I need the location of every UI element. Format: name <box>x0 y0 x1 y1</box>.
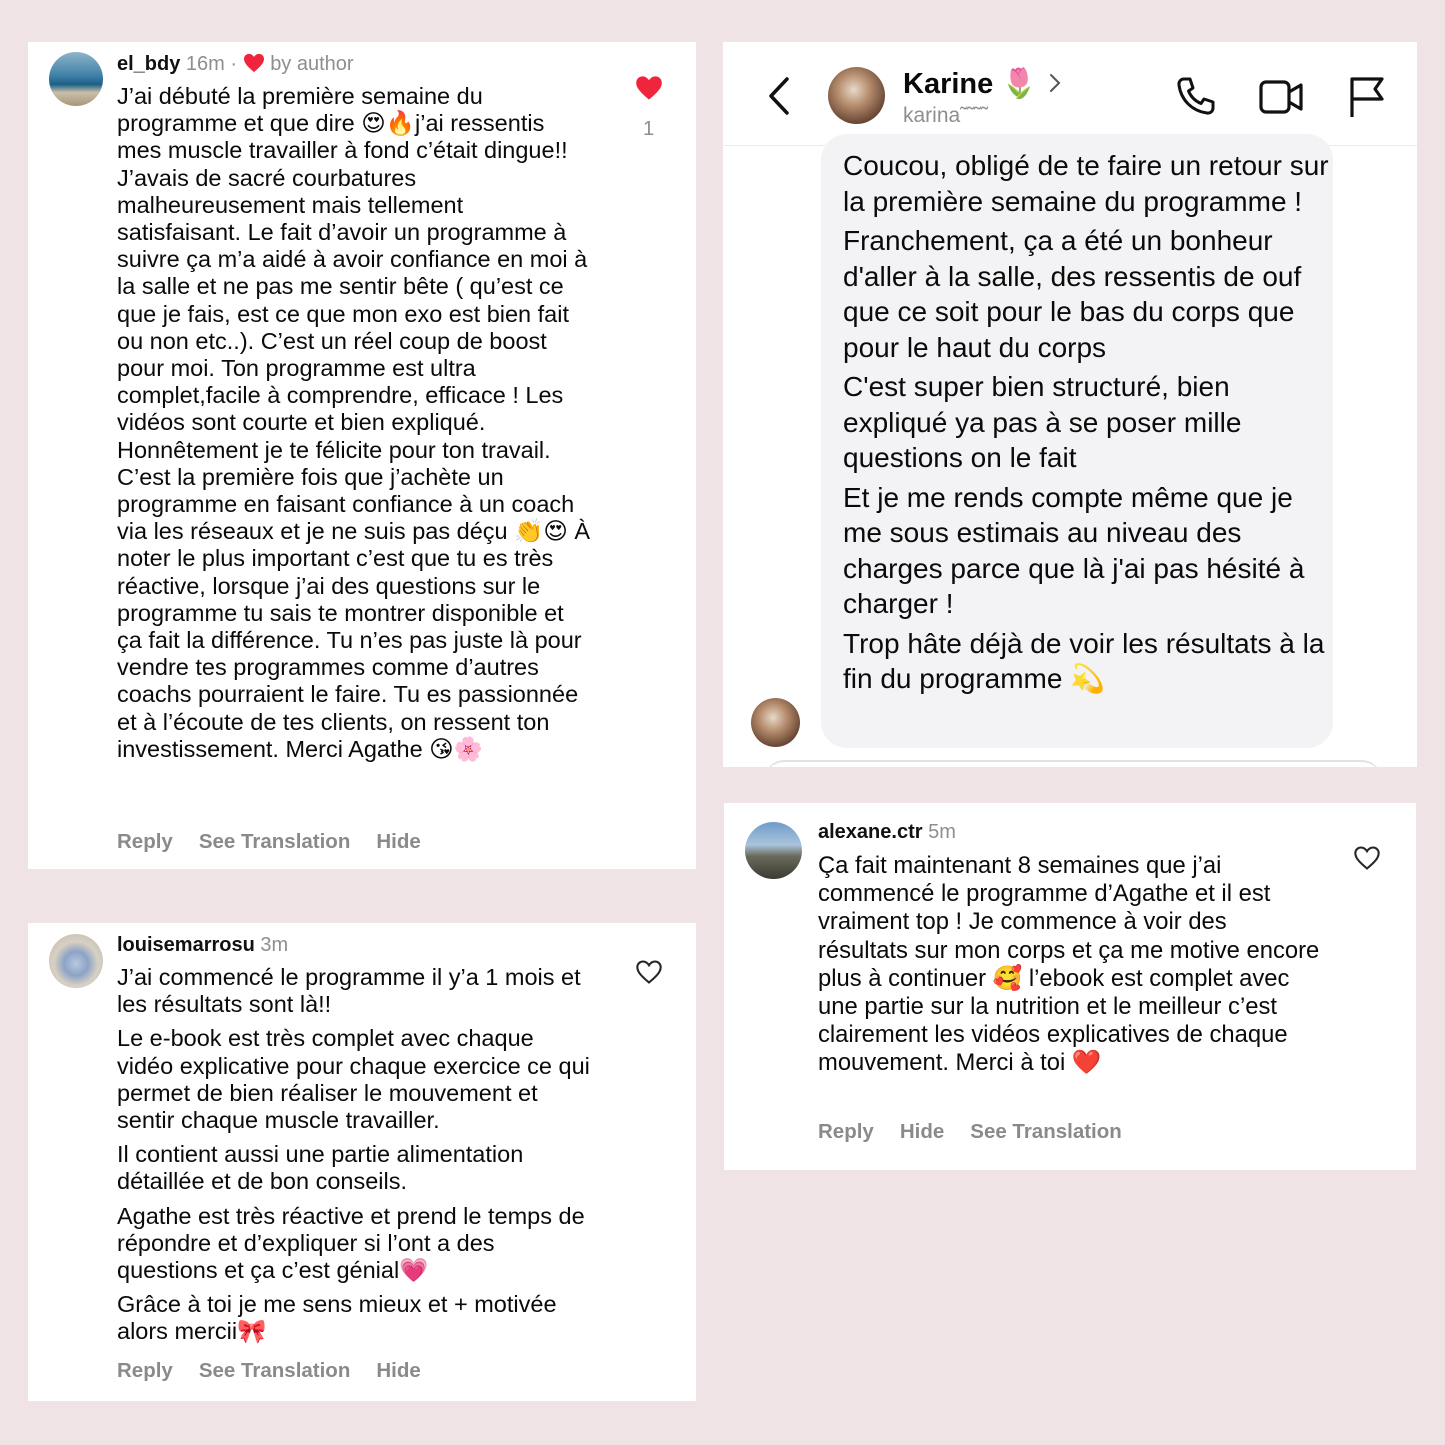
message-paragraph: Et je me rends compte même que je me sous estimais au niveau des charges parce que là j'ai pas hésité à charger ! <box>843 481 1305 619</box>
comment-paragraph: Grâce à toi je me sens mieux et + motivée alors mercii🎀 <box>117 1291 557 1345</box>
comment-meta <box>117 51 354 77</box>
username[interactable]: louisemarrosu <box>117 934 255 956</box>
comment-text <box>818 852 1323 1078</box>
dm-header <box>723 42 1417 146</box>
sender-avatar[interactable] <box>751 698 800 747</box>
comment-card-el-bdy <box>28 42 696 869</box>
separator: · <box>230 53 238 75</box>
comment-text <box>117 83 592 763</box>
hide-button[interactable]: Hide <box>899 1120 945 1143</box>
comment-paragraph: J’ai commencé le programme il y’a 1 mois et les résultats sont là!! <box>117 964 581 1018</box>
like-count: 1 <box>643 118 655 140</box>
like-heart-icon[interactable] <box>635 959 663 985</box>
reply-button[interactable]: Reply <box>117 1359 173 1382</box>
timestamp: 16m <box>185 53 225 75</box>
chevron-right-icon[interactable] <box>1048 72 1062 94</box>
message-bubble[interactable] <box>821 134 1333 748</box>
reply-button[interactable]: Reply <box>117 830 173 853</box>
back-icon[interactable] <box>765 76 793 116</box>
username[interactable]: alexane.ctr <box>818 821 923 843</box>
comment-meta <box>818 819 956 845</box>
video-icon[interactable] <box>1258 77 1304 117</box>
timestamp: 3m <box>260 934 289 956</box>
comment-paragraph: Agathe est très réactive et prend le temps de répondre et d’expliquer si l’ont a des questions et ça c’est génial💗 <box>117 1202 585 1284</box>
message-paragraph: C'est super bien structuré, bien expliqué ya pas à se poser mille questions on le fait <box>843 371 1242 473</box>
dm-card <box>723 42 1417 767</box>
comment-paragraph: Ça fait maintenant 8 semaines que j’ai commencé le programme d’Agathe et il est vraiment top ! Je commence à voir des résultats sur mon corps et ça me motive encore plus à continuer 🥰 l’ebook est complet avec une partie sur la nutrition et le meilleur c’est clairement les vidéos explicatives de chaque mouvement. Merci à toi ❤️ <box>818 852 1320 1077</box>
comment-paragraph: J’ai débuté la première semaine du programme et que dire 😍🔥j’ai ressentis mes muscle travailler à fond c’était dingue!! J’avais de sacré courbatures malheureusement mais tellement satisfaisant. Le fait d’avoir un programme à suivre ça m’a aidé à avoir confiance en moi à la salle et ne pas me sentir bête ( qu’est ce que je fais, est ce que mon exo est bien fait ou non etc..). C’est un réel coup de boost pour moi. Ton programme est ultra complet,facile à comprendre, efficace ! Les vidéos sont courte et bien expliqué. Honnêtement je te félicite pour ton travail. C’est la première fois que j’achète un programme en faisant confiance à un coach via les réseaux et je ne suis pas déçu 👏😍 À noter le plus important c’est que tu es très réactive, lorsque j’ai des questions sur le programme tu sais te montrer disponible et ça fait la différence. Tu n’es pas juste là pour vendre tes programmes comme d’autres coachs pourraient le faire. Tu es passionnée et à l’écoute de tes clients, on ressent ton investissement. Merci Agathe 😘🌸 <box>117 83 591 762</box>
tulip-emoji: 🌷 <box>1001 66 1038 100</box>
hide-button[interactable]: Hide <box>376 830 421 853</box>
contact-handle: karina˜˜˜˜ <box>903 104 989 127</box>
comment-actions <box>117 1359 447 1383</box>
comment-actions <box>818 1120 1148 1144</box>
reply-button[interactable]: Reply <box>818 1120 874 1143</box>
phone-icon[interactable] <box>1175 75 1217 117</box>
comment-paragraph: Le e-book est très complet avec chaque vidéo explicative pour chaque exercice ce qui permet de bien réaliser le mouvement et sentir chaque muscle travailler. <box>117 1025 590 1134</box>
like-heart-filled-icon[interactable] <box>635 75 663 101</box>
comment-card-alexane <box>724 803 1416 1170</box>
message-paragraph: Coucou, obligé de te faire un retour sur la première semaine du programme ! <box>843 150 1329 217</box>
avatar[interactable] <box>49 52 103 106</box>
author-like-label: by author <box>270 53 354 75</box>
comment-actions <box>117 830 447 854</box>
avatar[interactable] <box>49 934 103 988</box>
message-paragraph: Trop hâte déjà de voir les résultats à la fin du programme 💫 <box>843 627 1325 694</box>
author-heart-icon <box>243 53 265 73</box>
hide-button[interactable]: Hide <box>376 1359 421 1382</box>
comment-card-louisemarrosu <box>28 923 696 1401</box>
message-paragraph: Franchement, ça a été un bonheur d'aller à la salle, des ressentis de ouf que ce soit pour le bas du corps que pour le haut du corps <box>843 225 1302 363</box>
avatar[interactable] <box>745 822 802 879</box>
comment-meta <box>117 932 288 958</box>
flag-icon[interactable] <box>1347 75 1387 119</box>
contact-avatar[interactable] <box>828 67 885 124</box>
see-translation-button[interactable]: See Translation <box>198 830 351 853</box>
comment-paragraph: Il contient aussi une partie alimentation détaillée et de bon conseils. <box>117 1141 524 1195</box>
comment-text <box>117 964 592 1346</box>
timestamp: 5m <box>928 821 956 843</box>
see-translation-button[interactable]: See Translation <box>970 1120 1122 1143</box>
like-heart-icon[interactable] <box>1353 845 1381 871</box>
see-translation-button[interactable]: See Translation <box>198 1359 351 1382</box>
contact-name[interactable] <box>903 66 1037 101</box>
username[interactable]: el_bdy <box>117 53 181 75</box>
contact-name-text: Karine <box>903 68 994 100</box>
composer-edge <box>763 760 1383 767</box>
